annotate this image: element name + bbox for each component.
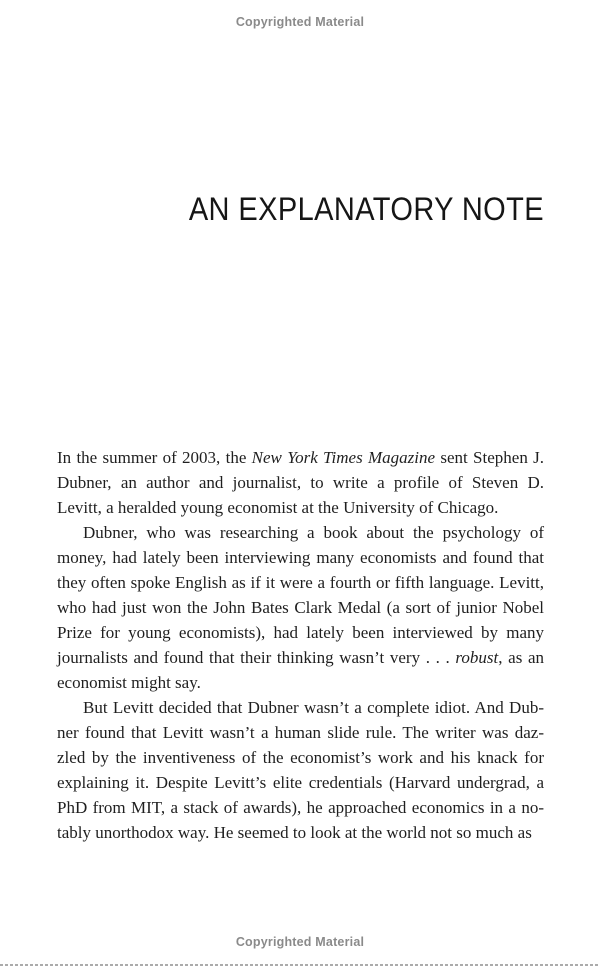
italic-text-segment: robust xyxy=(455,648,499,667)
text-line xyxy=(57,695,544,720)
text-segment: Levitt, a heralded young economist at the University of Chicago. xyxy=(57,498,499,517)
text-line xyxy=(57,545,544,570)
text-segment: explaining it. Despite Levitt’s elite credentials (Harvard undergrad, a xyxy=(57,773,544,792)
text-line xyxy=(57,820,544,845)
text-segment: , as an xyxy=(498,648,544,667)
text-segment: zled by the inventiveness of the economist’s work and his knack for xyxy=(57,748,544,767)
body-text xyxy=(57,445,544,845)
text-line xyxy=(57,620,544,645)
text-line xyxy=(57,520,544,545)
italic-text-segment: New York Times Magazine xyxy=(251,448,436,467)
text-segment: economist might say. xyxy=(57,673,201,692)
chapter-title: AN EXPLANATORY NOTE xyxy=(188,192,544,228)
text-segment: who had just won the John Bates Clark Medal (a sort of junior Nobel xyxy=(57,598,544,617)
text-segment: tably unorthodox way. He seemed to look at the world not so much as xyxy=(57,823,532,842)
text-segment: In the summer of 2003, the xyxy=(57,448,252,467)
text-line xyxy=(57,745,544,770)
copyright-watermark-bottom: Copyrighted Material xyxy=(235,935,365,949)
text-segment: they often spoke English as if it were a fourth or fifth language. Levitt, xyxy=(57,573,544,592)
text-segment: journalists and found that their thinking wasn’t very . . . xyxy=(57,648,456,667)
text-line xyxy=(57,470,544,495)
text-line xyxy=(57,670,544,695)
text-line xyxy=(57,720,544,745)
page-edge-dotted-line xyxy=(0,964,600,966)
text-line xyxy=(57,645,544,670)
text-segment: Dubner, an author and journalist, to write a profile of Steven D. xyxy=(57,473,544,492)
text-line xyxy=(57,595,544,620)
text-line xyxy=(57,445,544,470)
text-segment: But Levitt decided that Dubner wasn’t a complete idiot. And Dub- xyxy=(83,698,544,717)
text-segment: money, had lately been interviewing many economists and found that xyxy=(57,548,544,567)
text-segment: sent Stephen J. xyxy=(435,448,544,467)
text-segment: PhD from MIT, a stack of awards), he approached economics in a no- xyxy=(57,798,544,817)
text-line xyxy=(57,795,544,820)
text-segment: Prize for young economists), had lately been interviewed by many xyxy=(57,623,544,642)
text-segment: Dubner, who was researching a book about the psychology of xyxy=(83,523,544,542)
text-line xyxy=(57,570,544,595)
text-segment: ner found that Levitt wasn’t a human slide rule. The writer was daz- xyxy=(57,723,544,742)
copyright-watermark-top: Copyrighted Material xyxy=(235,15,365,29)
text-line xyxy=(57,495,544,520)
text-line xyxy=(57,770,544,795)
